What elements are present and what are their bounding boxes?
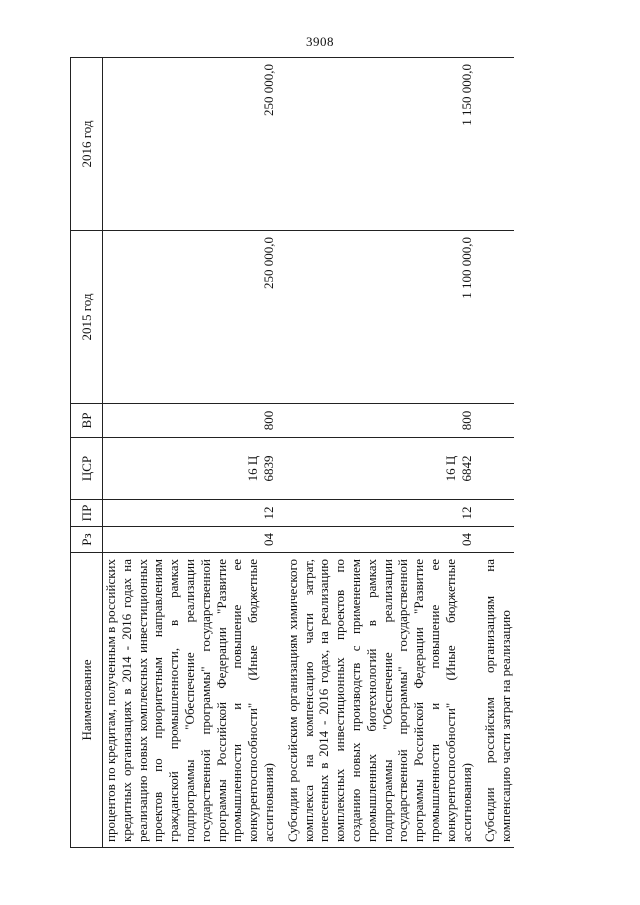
row-csr — [482, 438, 514, 500]
header-rz: Рз — [71, 527, 103, 553]
row-2015: 1 100 000,0 — [285, 231, 483, 404]
header-vr: ВР — [71, 404, 103, 438]
row-2015: 250 000,0 — [103, 231, 285, 404]
table-row — [103, 58, 285, 848]
row-2015 — [482, 231, 514, 404]
row-csr: 16 Ц 6842 — [285, 438, 483, 500]
row-name: Субсидии российским организациям на компенсацию части затрат на реализацию — [482, 553, 514, 848]
row-pr: 12 — [285, 500, 483, 527]
header-csr: ЦСР — [71, 438, 103, 500]
budget-table — [70, 57, 514, 848]
row-name: процентов по кредитам, полученным в российских кредитных организациях в 2014 - 2016 годах на реализацию новых комплексных инвестиционных проектов по приоритетным направлениям гражданской промышленности, в рамках подпрограммы "Обеспечение реализации государственной программы" государственной программы Российской Федерации "Развитие промышленности и повышение ее конкурентоспособности" (Иные бюджетные ассигнования) — [103, 553, 285, 848]
header-pr: ПР — [71, 500, 103, 527]
row-vr — [482, 404, 514, 438]
row-csr: 16 Ц 6839 — [103, 438, 285, 500]
row-rz: 04 — [103, 527, 285, 553]
table-row — [285, 58, 483, 848]
table-header-row — [71, 58, 103, 848]
header-2015: 2015 год — [71, 231, 103, 404]
page-number: 3908 — [306, 34, 334, 49]
table-row — [482, 58, 514, 848]
row-name: Субсидии российским организациям химического комплекса на компенсацию части затрат, понесенных в 2014 - 2016 годах, на реализацию комплексных инвестиционных проектов по созданию новых производств с применением промышленных биотехнологий в рамках подпрограммы "Обеспечение реализации государственной программы" государственной программы Российской Федерации "Развитие промышленности и повышение ее конкурентоспособности" (Иные бюджетные ассигнования) — [285, 553, 483, 848]
row-2016 — [482, 58, 514, 231]
row-2016: 1 150 000,0 — [285, 58, 483, 231]
row-rz: 04 — [285, 527, 483, 553]
row-2016: 250 000,0 — [103, 58, 285, 231]
header-2016: 2016 год — [71, 58, 103, 231]
header-name: Наименование — [71, 553, 103, 848]
rotated-table-container — [70, 58, 600, 848]
row-pr — [482, 500, 514, 527]
row-vr: 800 — [103, 404, 285, 438]
row-rz — [482, 527, 514, 553]
row-pr: 12 — [103, 500, 285, 527]
row-vr: 800 — [285, 404, 483, 438]
